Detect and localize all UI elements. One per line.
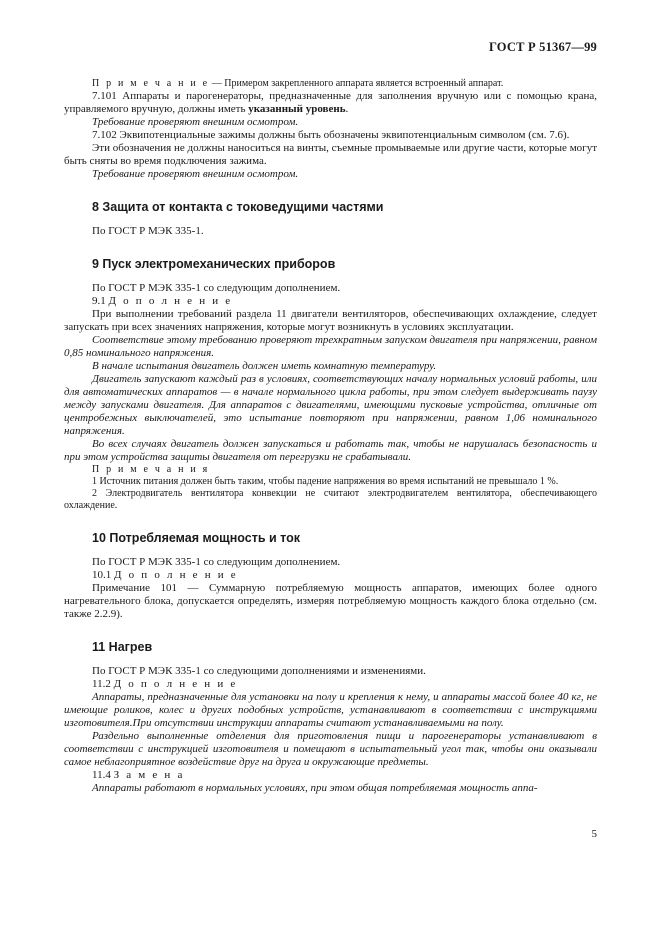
- note-paragraph: [64, 78, 597, 90]
- paragraph-7101: [64, 90, 597, 116]
- section-10-note-101: Примечание 101 — Суммарную потребляемую мощность аппаратов, имеющих более одного нагревательного блока, допускается определять, измеряя потребляемую мощность каждого блока отдельно (см. также 2.2.9).: [64, 582, 597, 620]
- section-9-1-word: Д о п о л н е н и е: [108, 295, 233, 307]
- section-9-italic-4: Во всех случаях двигатель должен запускаться и работать так, чтобы не нарушалась безопасность и при этом устройства защиты двигателя от перегрузки не срабатывали.: [64, 438, 597, 463]
- section-9-italic-1: Соответствие этому требованию проверяют трехкратным запуском двигателя при напряжении, равном 0,85 номинального напряжения.: [64, 334, 597, 359]
- section-11-italic-2: Раздельно выполненные отделения для приготовления пищи и парогенераторы устанавливают в соответствии с инструкцией изготовителя и помещают в испытательный угол так, чтобы они оказывали самое неблагоприятное воздействие друг на друга и окружающие предметы.: [64, 730, 597, 768]
- page-number: 5: [591, 828, 597, 840]
- section-10-heading: 10 Потребляемая мощность и ток: [92, 531, 300, 545]
- section-9-heading: 9 Пуск электромеханических приборов: [92, 257, 336, 271]
- paragraph-7102: 7.102 Эквипотенциальные зажимы должны быть обозначены эквипотенциальным символом (см. 7.6).: [92, 129, 570, 141]
- section-9-italic-3: Двигатель запускают каждый раз в условиях, соответствующих началу нормальных условий работы, или для автоматических аппаратов — в начале нормального цикла работы, при этом следует выдерживать паузу между запусками двигателя. Для аппаратов с двигателями, имеющими пусковые устройства, отличные от центробежных выключателей, это испытание повторяют при напряжении, равном 1,06 номинального напряжения.: [64, 373, 597, 437]
- section-9-italic-2: В начале испытания двигатель должен иметь комнатную температуру.: [92, 360, 437, 372]
- paragraph-7101-bold: указанный уровень: [248, 103, 346, 115]
- section-8-heading: 8 Защита от контакта с токоведущими частями: [92, 200, 384, 214]
- section-8-text: По ГОСТ Р МЭК 335-1.: [92, 225, 204, 237]
- section-9-paragraph: При выполнении требований раздела 11 двигатели вентиляторов, обеспечивающих охлаждение, следует запускать при всех значениях напряжения, которые могут возникнуть в условиях эксплуатации.: [64, 308, 597, 333]
- paragraph-7101-text: 7.101 Аппараты и парогенераторы, предназначенные для заполнения вручную или с помощью крана, управляемого вручную, должны иметь: [64, 90, 597, 115]
- section-9-note-2: 2 Электродвигатель вентилятора конвекции не считают электродвигателем вентилятора, обеспечивающего охлаждение.: [64, 488, 597, 511]
- section-11-4-word: З а м е н а: [113, 769, 185, 781]
- section-11-4-label: [64, 769, 597, 782]
- section-10-1-label: [64, 569, 597, 582]
- section-11-2-label: [64, 678, 597, 691]
- section-11-heading: 11 Нагрев: [92, 640, 153, 654]
- section-11-2-num: 11.2: [92, 678, 114, 690]
- section-10-intro: По ГОСТ Р МЭК 335-1 со следующим дополнением.: [92, 556, 341, 568]
- section-11-intro: По ГОСТ Р МЭК 335-1 со следующими дополнениями и изменениями.: [92, 665, 426, 677]
- section-11-italic-3: Аппараты работают в нормальных условиях, при этом общая потребляемая мощность аппа-: [92, 782, 538, 794]
- section-9-note-1: 1 Источник питания должен быть таким, чтобы падение напряжения во время испытаний не превышало 1 %.: [92, 476, 559, 487]
- note-text: — Примером закрепленного аппарата является встроенный аппарат.: [209, 78, 504, 89]
- standard-header: ГОСТ Р 51367—99: [488, 40, 597, 54]
- check-note-2: Требование проверяют внешним осмотром.: [92, 168, 299, 180]
- section-10-1-num: 10.1: [92, 569, 114, 581]
- note-label: П р и м е ч а н и е: [92, 78, 210, 89]
- page-content: [64, 78, 597, 795]
- section-9-intro: По ГОСТ Р МЭК 335-1 со следующим дополнением.: [92, 282, 341, 294]
- check-note-1: Требование проверяют внешним осмотром.: [92, 116, 299, 128]
- paragraph-7101-end: .: [345, 103, 349, 115]
- section-10-1-word: Д о п о л н е н и е: [114, 569, 238, 581]
- section-11-italic-1: Аппараты, предназначенные для установки на полу и крепления к нему, и аппараты массой более 40 кг, не имеющие роликов, колес и других подобных устройств, устанавливают в соответствии с инструкциями изготовителя.При отсутствии инструкции аппараты считают устанавливаемыми на полу.: [64, 691, 597, 729]
- section-9-1-label: [64, 295, 597, 308]
- section-9-1-num: 9.1: [92, 295, 109, 307]
- section-9-notes-label: П р и м е ч а н и я: [92, 464, 210, 475]
- section-11-2-word: Д о п о л н е н и е: [113, 678, 238, 690]
- section-11-4-num: 11.4: [92, 769, 114, 781]
- paragraph-7102-continuation: Эти обозначения не должны наноситься на винты, съемные промываемые или другие части, которые могут быть сняты во время подключения зажима.: [64, 142, 597, 167]
